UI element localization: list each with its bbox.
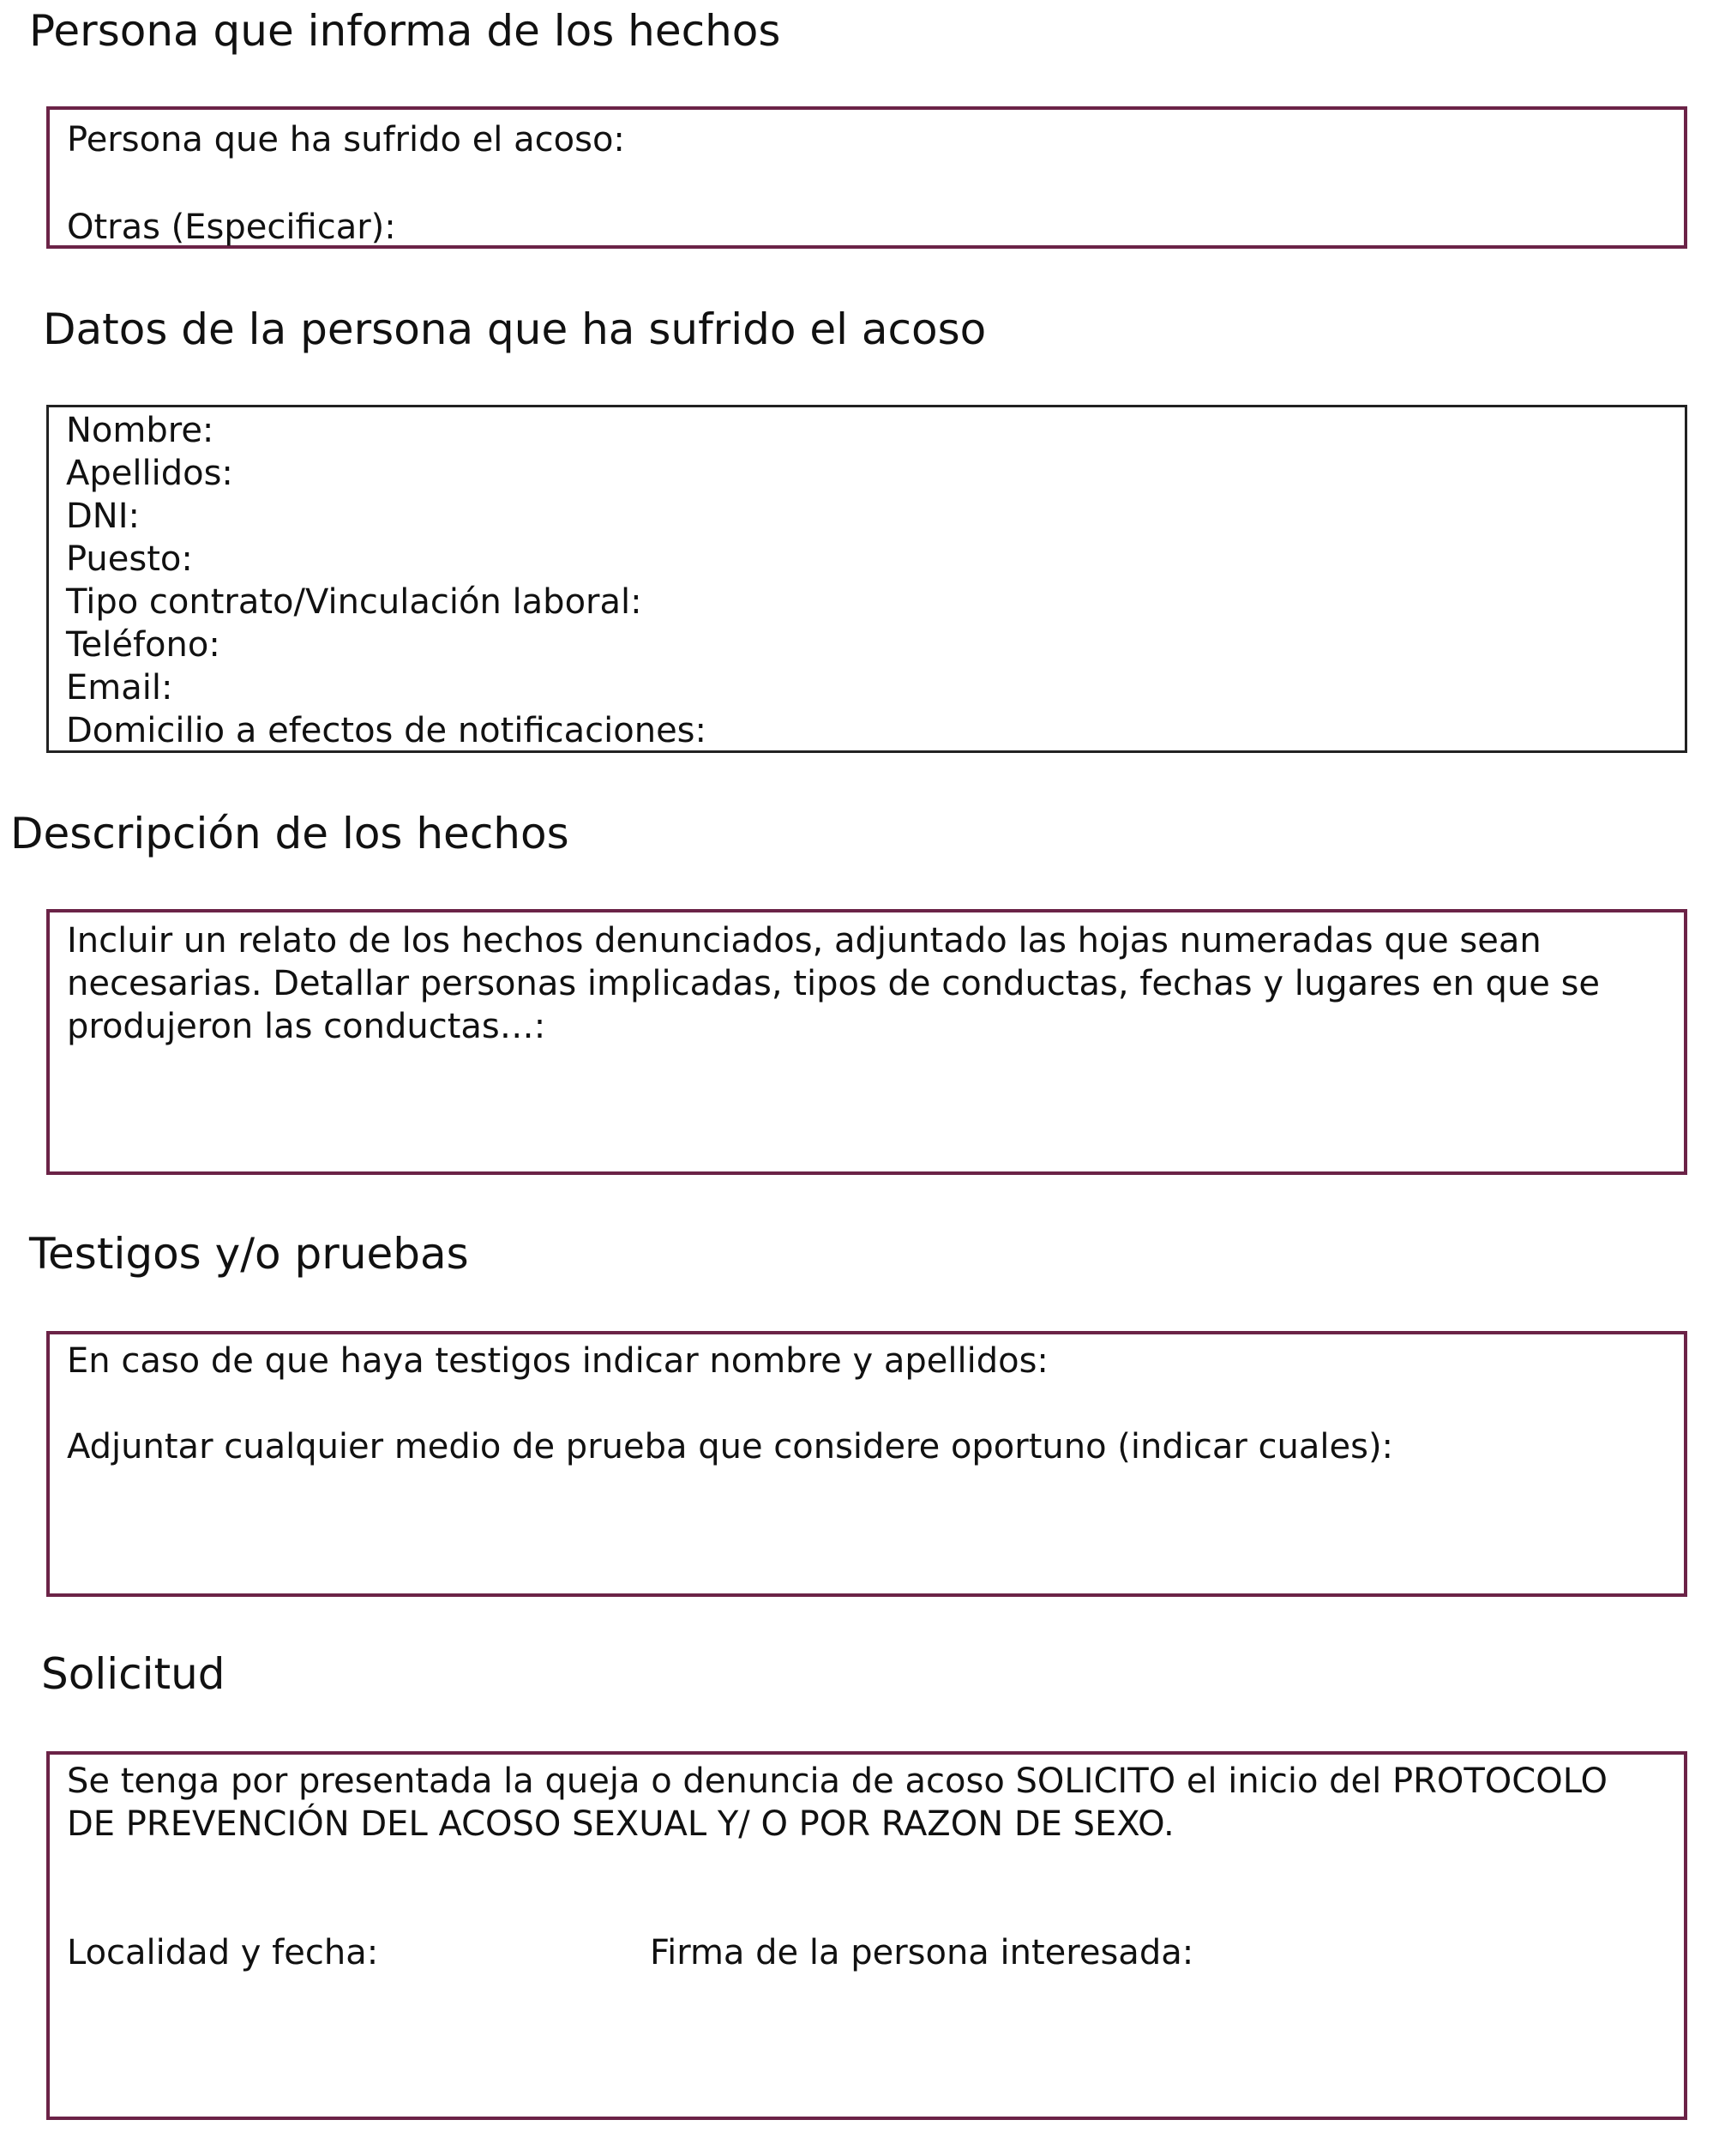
field-domicilio: Domicilio a efectos de notificaciones: <box>66 711 706 750</box>
heading-informant: Persona que informa de los hechos <box>29 6 781 56</box>
field-apellidos: Apellidos: <box>66 454 233 493</box>
place-date-label: Localidad y fecha: <box>67 1933 379 1972</box>
victim-option-label: Persona que ha sufrido el acoso: <box>67 120 625 160</box>
informant-box <box>46 106 1687 249</box>
field-dni: DNI: <box>66 497 140 536</box>
heading-victim-data: Datos de la persona que ha sufrido el acoso <box>43 304 987 354</box>
description-box <box>46 909 1687 1175</box>
other-option-label: Otras (Especificar): <box>67 208 396 247</box>
request-box <box>46 1751 1687 2120</box>
witnesses-instruction: En caso de que haya testigos indicar nombre y apellidos: <box>67 1341 1049 1381</box>
field-puesto: Puesto: <box>66 539 193 579</box>
heading-witnesses: Testigos y/o pruebas <box>29 1229 469 1279</box>
field-tipo-contrato: Tipo contrato/Vinculación laboral: <box>66 582 642 622</box>
heading-request: Solicitud <box>41 1649 225 1699</box>
witnesses-box <box>46 1331 1687 1597</box>
heading-description: Descripción de los hechos <box>10 809 569 858</box>
field-email: Email: <box>66 668 173 708</box>
description-instructions: Incluir un relato de los hechos denunciados, adjuntado las hojas numeradas que sean necesarias. Detallar personas implicadas, tipos de conductas, fechas y lugares en que se produjeron las conductas…: <box>67 921 1601 1046</box>
victim-data-box <box>46 405 1687 753</box>
evidence-instruction: Adjuntar cualquier medio de prueba que considere oportuno (indicar cuales): <box>67 1427 1394 1466</box>
signature-label: Firma de la persona interesada: <box>650 1933 1194 1972</box>
field-nombre: Nombre: <box>66 411 214 450</box>
field-telefono: Teléfono: <box>66 625 220 665</box>
request-text: Se tenga por presentada la queja o denuncia de acoso SOLICITO el inicio del PROTOCOLO DE PREVENCIÓN DEL ACOSO SEXUAL Y/ O POR RAZON DE SEXO. <box>67 1762 1608 1844</box>
